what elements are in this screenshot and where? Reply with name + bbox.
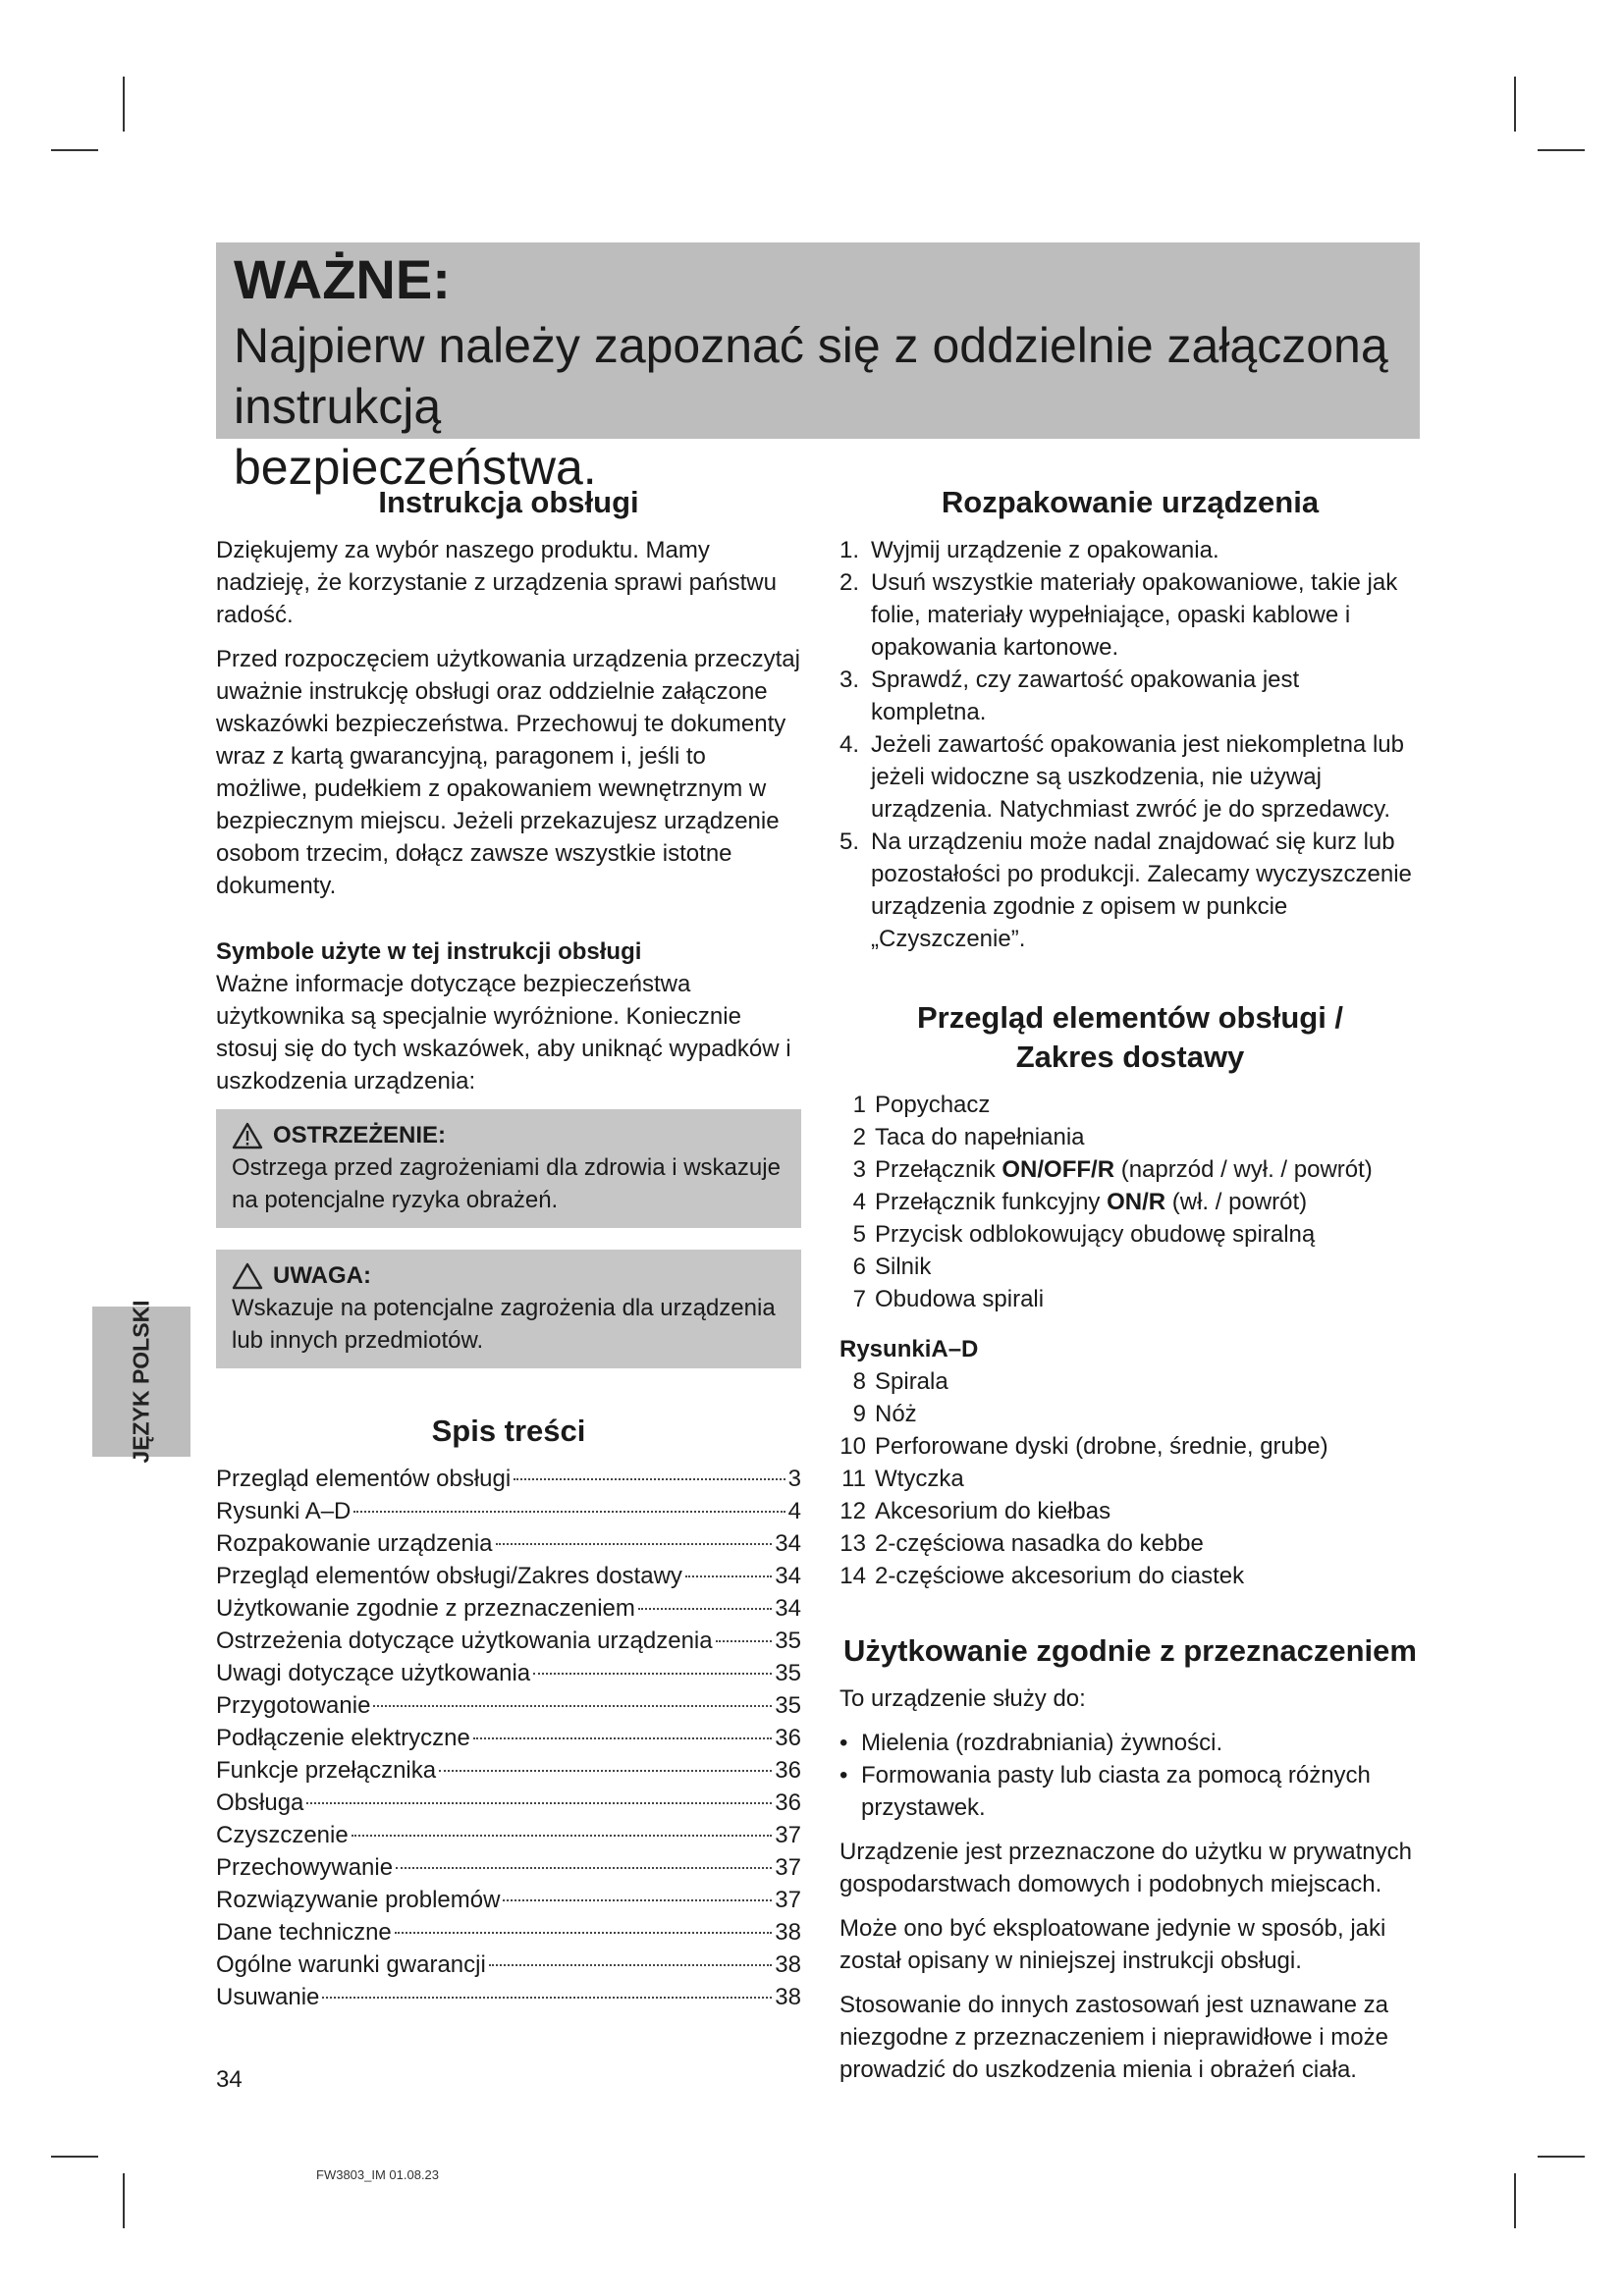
bullet-dot-icon: • xyxy=(839,1762,848,1789)
warning-header xyxy=(232,1119,785,1151)
part-text: Popychacz xyxy=(875,1092,991,1118)
toc-title: Podłączenie elektryczne xyxy=(216,1725,470,1751)
toc-row xyxy=(216,1463,801,1495)
caution-text: Wskazuje na potencjalne zagrożenia dla urządzenia lub innych przedmiotów. xyxy=(232,1295,776,1354)
step-text: Usuń wszystkie materiały opakowaniowe, takie jak folie, materiały wypełniające, opaski kablowe i opakowania kartonowe. xyxy=(871,569,1398,661)
bullet-text: Formowania pasty lub ciasta za pomocą różnych przystawek. xyxy=(861,1762,1371,1821)
toc-page: 34 xyxy=(775,1530,801,1557)
toc-page: 34 xyxy=(775,1595,801,1622)
crop-mark-bottom-right-h xyxy=(1538,2156,1585,2158)
toc-leader-dots xyxy=(352,1835,773,1837)
toc-page: 35 xyxy=(775,1628,801,1654)
unpack-heading: Rozpakowanie urządzenia xyxy=(941,485,1320,519)
toc-row xyxy=(216,1689,801,1722)
symbols-paragraph: Ważne informacje dotyczące bezpieczeństwa użytkownika są specjalnie wyróżnione. Koniecznie stosuj się do tych wskazówek, aby uniknąć wypadków i uszkodzenia urządzenia: xyxy=(216,971,791,1095)
table-of-contents xyxy=(216,1463,801,2013)
part-text-pre: Przełącznik xyxy=(875,1156,1002,1183)
toc-heading: Spis treści xyxy=(431,1414,586,1448)
toc-title: Czyszczenie xyxy=(216,1822,349,1848)
part-text: Wtyczka xyxy=(875,1466,964,1492)
unpack-step xyxy=(839,534,1421,566)
figures-heading: RysunkiA–D xyxy=(839,1336,979,1362)
unpack-step xyxy=(839,826,1421,955)
figure-parts-list xyxy=(839,1365,1421,1592)
part-item xyxy=(839,1251,1421,1283)
part-item xyxy=(839,1365,1421,1398)
toc-leader-dots xyxy=(685,1575,772,1577)
part-text-pre: Przełącznik funkcyjny xyxy=(875,1189,1108,1215)
banner-title: WAŻNE: xyxy=(234,248,451,310)
part-item xyxy=(839,1560,1421,1592)
intended-use-heading: Użytkowanie zgodnie z przeznaczeniem xyxy=(843,1633,1417,1668)
toc-row xyxy=(216,1819,801,1851)
part-text: Taca do napełniania xyxy=(875,1124,1085,1150)
toc-title: Rozwiązywanie problemów xyxy=(216,1887,501,1913)
toc-row xyxy=(216,1754,801,1787)
toc-leader-dots xyxy=(373,1705,772,1707)
part-text: Przycisk odblokowujący obudowę spiralną xyxy=(875,1221,1316,1248)
toc-title: Dane techniczne xyxy=(216,1919,392,1946)
toc-leader-dots xyxy=(514,1478,785,1480)
intended-use-paragraph-1: Urządzenie jest przeznaczone do użytku w prywatnych gospodarstwach domowych i podobnych miejscach. xyxy=(839,1839,1412,1897)
part-text: Silnik xyxy=(875,1254,932,1280)
toc-row xyxy=(216,1560,801,1592)
step-number: 1. xyxy=(839,537,860,563)
toc-title: Obsługa xyxy=(216,1789,304,1816)
toc-page: 37 xyxy=(775,1822,801,1848)
part-item xyxy=(839,1283,1421,1315)
part-number: 7 xyxy=(852,1286,866,1312)
toc-title: Użytkowanie zgodnie z przeznaczeniem xyxy=(216,1595,635,1622)
part-text: Perforowane dyski (drobne, średnie, grube) xyxy=(875,1433,1328,1460)
part-item xyxy=(839,1495,1421,1527)
toc-page: 38 xyxy=(775,1919,801,1946)
toc-title: Ostrzeżenia dotyczące użytkowania urządzenia xyxy=(216,1628,713,1654)
toc-title: Ogólne warunki gwarancji xyxy=(216,1951,486,1978)
toc-leader-dots xyxy=(396,1867,772,1869)
toc-leader-dots xyxy=(439,1770,772,1772)
step-text: Sprawdź, czy zawartość opakowania jest kompletna. xyxy=(871,667,1300,725)
switch-label: ON/R xyxy=(1107,1189,1166,1215)
part-text: Spirala xyxy=(875,1368,948,1395)
part-number: 1 xyxy=(852,1092,866,1118)
part-text: Nóż xyxy=(875,1401,917,1427)
toc-title: Rysunki A–D xyxy=(216,1498,352,1524)
toc-page: 3 xyxy=(787,1466,801,1492)
right-column xyxy=(839,483,1421,2086)
crop-mark-top-right-h xyxy=(1538,149,1585,151)
part-item xyxy=(839,1463,1421,1495)
part-item xyxy=(839,1186,1421,1218)
parts-list xyxy=(839,1089,1421,1315)
step-number: 4. xyxy=(839,731,860,758)
toc-page: 35 xyxy=(775,1692,801,1719)
use-bullet xyxy=(839,1759,1421,1824)
toc-title: Przygotowanie xyxy=(216,1692,371,1719)
toc-leader-dots xyxy=(306,1802,772,1804)
crop-mark-bottom-right-v xyxy=(1514,2173,1516,2228)
part-text xyxy=(875,1186,1307,1218)
part-item xyxy=(839,1089,1421,1121)
unpack-step xyxy=(839,566,1421,664)
overview-heading-line-2: Zakres dostawy xyxy=(1015,1040,1245,1074)
toc-page: 36 xyxy=(775,1757,801,1784)
use-bullet xyxy=(839,1727,1421,1759)
toc-leader-dots xyxy=(395,1932,773,1934)
toc-page: 38 xyxy=(775,1984,801,2010)
toc-row xyxy=(216,1851,801,1884)
warning-text: Ostrzega przed zagrożeniami dla zdrowia i wskazuje na potencjalne ryzyka obrażeń. xyxy=(232,1154,781,1213)
part-text: 2-częściowa nasadka do kebbe xyxy=(875,1530,1204,1557)
crop-mark-top-left-v xyxy=(123,77,125,132)
part-item xyxy=(839,1430,1421,1463)
banner-line-1: Najpierw należy zapoznać się z oddzielnie załączoną instrukcją xyxy=(234,318,1388,434)
language-tab-label: JĘZYK POLSKI xyxy=(128,1300,154,1464)
unpack-step xyxy=(839,664,1421,728)
toc-row xyxy=(216,1981,801,2013)
unpack-step xyxy=(839,728,1421,826)
part-text: 2-częściowe akcesorium do ciastek xyxy=(875,1563,1245,1589)
toc-row xyxy=(216,1592,801,1625)
part-item xyxy=(839,1218,1421,1251)
section-heading-manual: Instrukcja obsługi xyxy=(378,485,639,519)
toc-leader-dots xyxy=(638,1608,772,1610)
part-text: Obudowa spirali xyxy=(875,1286,1045,1312)
toc-leader-dots xyxy=(503,1899,772,1901)
step-number: 3. xyxy=(839,667,860,693)
crop-mark-top-right-v xyxy=(1514,77,1516,132)
crop-mark-bottom-left-v xyxy=(123,2173,125,2228)
bullet-dot-icon: • xyxy=(839,1730,848,1756)
language-side-tab xyxy=(92,1300,190,1464)
crop-mark-bottom-left-h xyxy=(51,2156,98,2158)
important-banner xyxy=(216,242,1420,495)
step-text: Jeżeli zawartość opakowania jest niekompletna lub jeżeli widoczne są uszkodzenia, nie używaj urządzenia. Natychmiast zwróć je do sprzedawcy. xyxy=(871,731,1404,823)
toc-page: 37 xyxy=(775,1854,801,1881)
step-number: 2. xyxy=(839,569,860,596)
left-column xyxy=(216,483,801,2013)
symbols-heading: Symbole użyte w tej instrukcji obsługi xyxy=(216,938,642,965)
toc-title: Rozpakowanie urządzenia xyxy=(216,1530,493,1557)
part-number: 4 xyxy=(852,1189,866,1215)
intro-paragraph-2: Przed rozpoczęciem użytkowania urządzenia przeczytaj uważnie instrukcję obsługi oraz oddzielnie załączone wskazówki bezpieczeństwa. Przechowuj te dokumenty wraz z kartą gwarancyjną, paragonem i, jeśli to możliwe, pudełkiem z opakowaniem wewnętrznym w bezpiecznym miejscu. Jeżeli przekazujesz urządzenie osobom trzecim, dołącz zawsze wszystkie istotne dokumenty. xyxy=(216,646,800,899)
toc-row xyxy=(216,1884,801,1916)
part-number: 12 xyxy=(839,1498,866,1524)
toc-leader-dots xyxy=(353,1511,785,1513)
caution-box xyxy=(216,1250,801,1368)
part-item xyxy=(839,1398,1421,1430)
part-text xyxy=(875,1153,1373,1186)
part-text: Akcesorium do kiełbas xyxy=(875,1498,1111,1524)
toc-title: Uwagi dotyczące użytkowania xyxy=(216,1660,531,1686)
toc-leader-dots xyxy=(473,1737,772,1739)
part-number: 6 xyxy=(852,1254,866,1280)
part-number: 2 xyxy=(852,1124,866,1150)
toc-leader-dots xyxy=(322,1997,772,1999)
toc-page: 34 xyxy=(775,1563,801,1589)
step-number: 5. xyxy=(839,828,860,855)
intended-use-paragraph-2: Może ono być eksploatowane jedynie w sposób, jaki został opisany w niniejszej instrukcji obsługi. xyxy=(839,1915,1386,1974)
warning-box xyxy=(216,1109,801,1228)
part-number: 3 xyxy=(852,1156,866,1183)
intended-use-paragraph-3: Stosowanie do innych zastosowań jest uznawane za niezgodne z przeznaczeniem i nieprawidłowe i może prowadzić do uszkodzenia mienia i obrażeń ciała. xyxy=(839,1992,1389,2083)
warning-label: OSTRZEŻENIE: xyxy=(273,1122,447,1148)
toc-leader-dots xyxy=(716,1640,773,1642)
toc-row xyxy=(216,1527,801,1560)
toc-title: Przegląd elementów obsługi xyxy=(216,1466,512,1492)
toc-row xyxy=(216,1722,801,1754)
bullet-text: Mielenia (rozdrabniania) żywności. xyxy=(861,1730,1223,1756)
toc-row xyxy=(216,1495,801,1527)
toc-page: 36 xyxy=(775,1725,801,1751)
toc-page: 38 xyxy=(775,1951,801,1978)
footer-document-code: FW3803_IM 01.08.23 xyxy=(316,2167,440,2182)
toc-row xyxy=(216,1787,801,1819)
toc-title: Przegląd elementów obsługi/Zakres dostawy xyxy=(216,1563,682,1589)
caution-triangle-icon xyxy=(232,1262,263,1290)
page-number: 34 xyxy=(216,2066,243,2093)
toc-page: 4 xyxy=(787,1498,801,1524)
toc-row xyxy=(216,1916,801,1949)
overview-heading-line-1: Przegląd elementów obsługi / xyxy=(916,1000,1344,1035)
toc-title: Usuwanie xyxy=(216,1984,320,2010)
unpack-steps-list xyxy=(839,534,1421,955)
toc-row xyxy=(216,1657,801,1689)
toc-row xyxy=(216,1949,801,1981)
toc-page: 37 xyxy=(775,1887,801,1913)
part-number: 11 xyxy=(841,1466,866,1492)
warning-triangle-icon xyxy=(232,1122,263,1149)
intended-use-bullets xyxy=(839,1727,1421,1824)
step-text: Wyjmij urządzenie z opakowania. xyxy=(871,537,1219,563)
toc-row xyxy=(216,1625,801,1657)
toc-leader-dots xyxy=(489,1964,772,1966)
toc-page: 36 xyxy=(775,1789,801,1816)
intro-paragraph-1: Dziękujemy za wybór naszego produktu. Mamy nadzieję, że korzystanie z urządzenia sprawi państwu radość. xyxy=(216,537,777,628)
toc-title: Przechowywanie xyxy=(216,1854,394,1881)
toc-page: 35 xyxy=(775,1660,801,1686)
part-number: 10 xyxy=(839,1433,866,1460)
part-item xyxy=(839,1153,1421,1186)
banner-line-2: bezpieczeństwa. xyxy=(234,440,597,495)
toc-title: Funkcje przełącznika xyxy=(216,1757,437,1784)
part-number: 8 xyxy=(852,1368,866,1395)
crop-mark-top-left-h xyxy=(51,149,98,151)
intended-use-intro: To urządzenie służy do: xyxy=(839,1685,1086,1712)
part-number: 14 xyxy=(839,1563,866,1589)
step-text: Na urządzeniu może nadal znajdować się kurz lub pozostałości po produkcji. Zalecamy wyczyszczenie urządzenia zgodnie z opisem w punkcie „Czyszczenie”. xyxy=(871,828,1412,952)
part-item xyxy=(839,1121,1421,1153)
part-number: 9 xyxy=(852,1401,866,1427)
part-number: 5 xyxy=(852,1221,866,1248)
caution-label: UWAGA: xyxy=(273,1262,371,1289)
part-text-post: (wł. / powrót) xyxy=(1165,1189,1308,1215)
switch-label: ON/OFF/R xyxy=(1001,1156,1115,1183)
caution-header xyxy=(232,1259,785,1292)
part-item xyxy=(839,1527,1421,1560)
toc-leader-dots xyxy=(533,1673,772,1675)
part-text-post: (naprzód / wył. / powrót) xyxy=(1114,1156,1373,1183)
toc-leader-dots xyxy=(496,1543,773,1545)
part-number: 13 xyxy=(839,1530,866,1557)
